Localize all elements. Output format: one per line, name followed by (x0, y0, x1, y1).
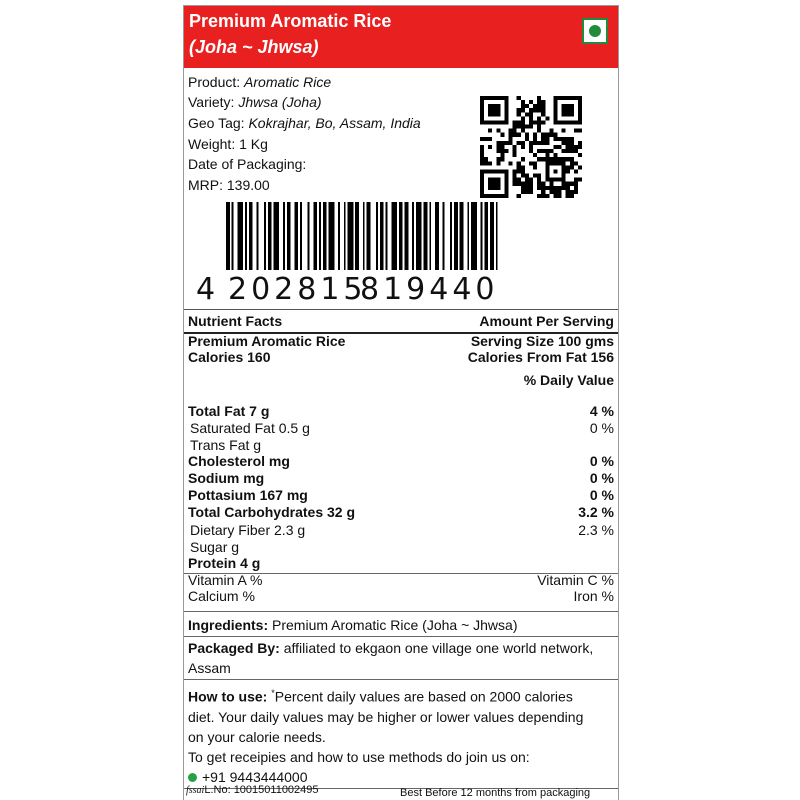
packaged-by-section (184, 637, 618, 679)
barcode (226, 202, 522, 270)
nutrient-name: Trans Fat g (190, 437, 262, 453)
nutrient-name: Saturated Fat 0.5 g (190, 420, 310, 436)
header-banner (184, 6, 618, 68)
product-name-line: Product: Aromatic Rice (188, 74, 332, 90)
variety-line: Variety: Jhwsa (Joha) (188, 94, 322, 110)
how-to-use-section (184, 679, 618, 789)
mrp-line: MRP: 139.00 (188, 177, 270, 193)
product-label (183, 5, 619, 800)
nutrient-row (188, 487, 614, 505)
nutrient-name: Sodium mg (188, 470, 265, 486)
ingredients-label: Ingredients: (188, 617, 269, 633)
nutrition-title: Nutrient Facts (188, 313, 283, 329)
nutrient-daily-value: 0 % (589, 470, 614, 486)
phone-number: +91 9443444000 (202, 768, 308, 785)
calories: Calories 160 (188, 349, 271, 365)
nutrient-row (188, 403, 614, 421)
nutrient-name: Total Carbohydrates 32 g (188, 504, 356, 520)
packaged-by-line1: affiliated to ekgaon one village one world network, (283, 640, 594, 656)
nutrient-row (188, 504, 614, 522)
license-number: L.No: 10015011002495 (204, 784, 319, 796)
nutrient-row (188, 555, 614, 573)
nutrient-row (188, 470, 614, 488)
nutrient-name: Protein 4 g (188, 555, 261, 571)
title-line2: (Joha ~ Jhwsa) (189, 37, 319, 57)
barcode-digits-left: 202815 (228, 272, 367, 307)
calcium: Calcium % (188, 588, 255, 604)
how-to-use-line3: on your calorie needs. (188, 728, 326, 745)
how-to-use-line2: diet. Your daily values may be higher or lower values depending (188, 708, 584, 725)
ingredients-text: Premium Aromatic Rice (Joha ~ Jhwsa) (272, 617, 518, 633)
amount-per-serving: Amount Per Serving (479, 313, 614, 329)
asterisk: * (271, 688, 275, 698)
nutrient-name: Sugar g (190, 539, 240, 555)
nutrient-name: Pottasium 167 mg (188, 487, 308, 503)
calories-row (188, 349, 614, 367)
how-to-use-line1: Percent daily values are based on 2000 calories (274, 688, 573, 705)
vitamin-a: Vitamin A % (188, 572, 263, 588)
packaging-date-line: Date of Packaging: (188, 156, 307, 172)
license-footer (186, 784, 319, 796)
barcode-digit-first: 4 (196, 272, 220, 307)
barcode-digits-right: 819440 (360, 272, 499, 307)
weight-line: Weight: 1 Kg (188, 136, 268, 152)
nutrient-name: Total Fat 7 g (188, 403, 270, 419)
qr-code (480, 96, 582, 198)
nutrient-daily-value: 4 % (589, 403, 614, 419)
serving-size: Serving Size 100 gms (470, 333, 614, 349)
whatsapp-icon (188, 773, 197, 782)
nutrition-product-name: Premium Aromatic Rice (188, 333, 346, 349)
daily-value-header-row (188, 372, 614, 390)
fssai-logo: fssai (186, 785, 205, 796)
vitamin-c: Vitamin C % (537, 572, 614, 588)
nutrient-name: Dietary Fiber 2.3 g (190, 522, 306, 538)
nutrient-row (188, 453, 614, 471)
nutrient-daily-value: 2.3 % (578, 522, 614, 538)
how-to-use-line4: To get receipies and how to use methods do join us on: (188, 748, 530, 765)
nutrient-daily-value: 0 % (589, 453, 614, 469)
best-before: Best Before 12 months from packaging (400, 787, 591, 799)
nutrient-name: Cholesterol mg (188, 453, 290, 469)
ingredients-section (184, 611, 618, 637)
iron: Iron % (573, 588, 614, 604)
geotag-line: Geo Tag: Kokrajhar, Bo, Assam, India (188, 115, 421, 131)
daily-value-header: % Daily Value (523, 372, 614, 388)
packaged-by-line2: Assam (188, 660, 231, 676)
nutrient-daily-value: 0 % (589, 420, 614, 436)
minerals-row (188, 588, 614, 606)
veg-mark-icon (582, 18, 608, 44)
packaged-by-label: Packaged By: (188, 640, 280, 656)
calories-from-fat: Calories From Fat 156 (467, 349, 614, 365)
nutrient-daily-value: 3.2 % (578, 504, 614, 520)
nutrient-row (188, 522, 614, 540)
how-to-use-label: How to use: (188, 688, 268, 705)
nutrient-row (188, 420, 614, 438)
title-line1: Premium Aromatic Rice (189, 11, 392, 31)
nutrient-daily-value: 0 % (589, 487, 614, 503)
nutrition-title-row (188, 313, 614, 331)
